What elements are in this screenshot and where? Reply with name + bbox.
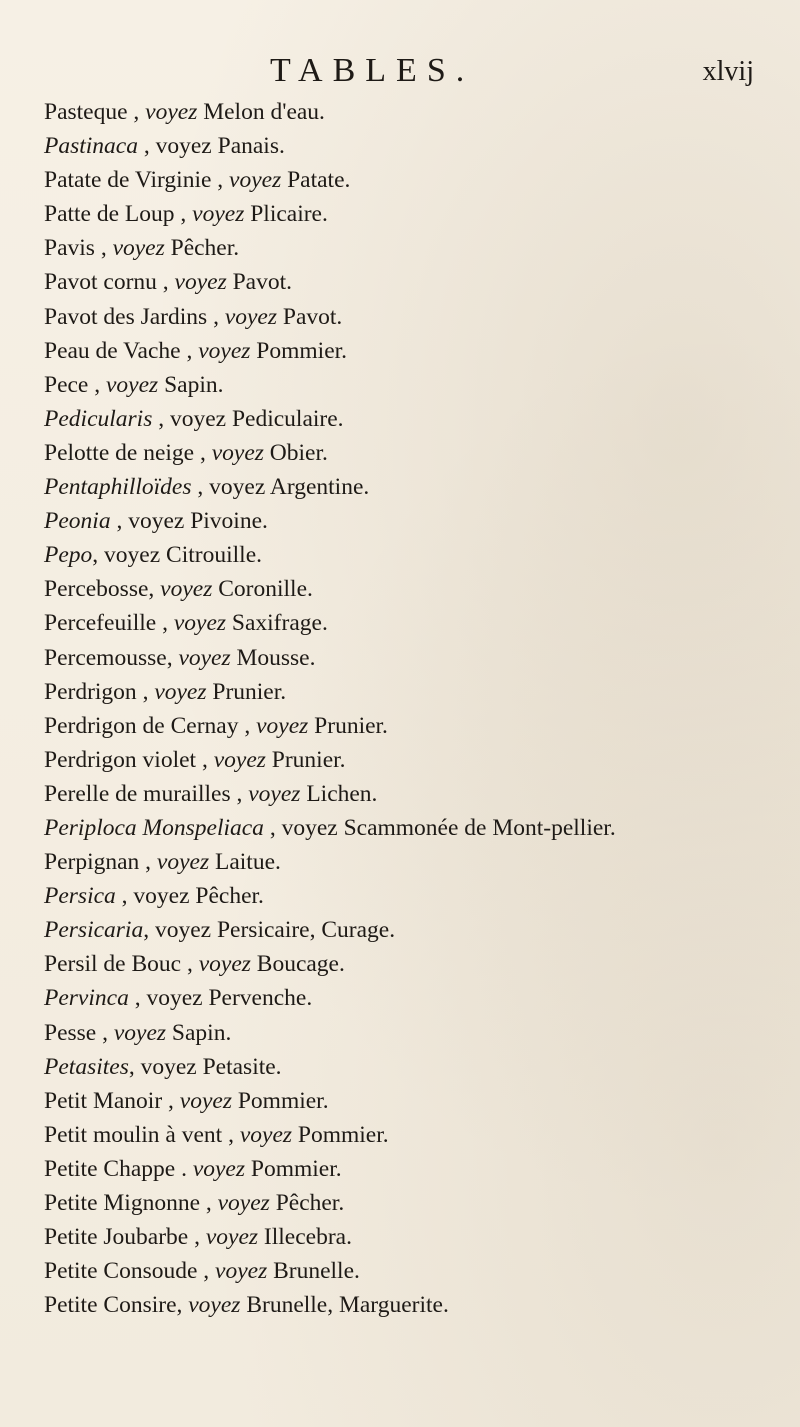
- entry-term: Pepo: [44, 542, 93, 569]
- index-entry: [44, 1016, 774, 1050]
- entry-separator: ,: [166, 644, 179, 671]
- index-entry: [44, 1254, 774, 1288]
- entry-target: Pêcher.: [269, 1190, 345, 1216]
- entry-target: Prunier.: [206, 678, 287, 705]
- entry-separator: ,: [197, 1258, 216, 1285]
- entry-target: Prunier.: [308, 712, 388, 739]
- entry-term: Perdrigon violet: [44, 746, 197, 773]
- index-entry: [44, 572, 774, 606]
- entry-separator: ,: [92, 542, 105, 569]
- entry-term: Pelotte de neige: [44, 439, 195, 466]
- entry-separator: ,: [263, 814, 282, 841]
- entry-see-reference: voyez: [160, 576, 213, 603]
- entry-see-reference: voyez: [112, 235, 165, 262]
- entry-separator: ,: [194, 439, 212, 466]
- entry-target: Prunier.: [265, 746, 346, 773]
- index-entry: [44, 334, 774, 368]
- entry-separator: ,: [136, 678, 155, 705]
- entry-separator: ,: [139, 849, 157, 876]
- entry-term: Petasites: [44, 1053, 129, 1080]
- entry-term: Percebosse: [44, 576, 149, 603]
- entry-term: Patte de Loup: [44, 201, 175, 228]
- entry-separator: ,: [96, 1019, 114, 1046]
- index-entry: [44, 538, 774, 572]
- entry-see-reference: voyez: [104, 542, 161, 569]
- index-entries: [44, 95, 774, 1322]
- entry-separator: ,: [115, 883, 134, 910]
- entry-target: Sapin.: [166, 1019, 232, 1046]
- entry-see-reference: voyez: [192, 201, 245, 228]
- entry-term: Pentaphilloïdes: [44, 474, 192, 501]
- entry-term: Petit Manoir: [44, 1087, 163, 1114]
- index-entry: [44, 879, 774, 913]
- page-title: TABLES.: [270, 52, 475, 89]
- entry-term: Petite Consoude: [44, 1258, 198, 1285]
- index-entry: [44, 95, 774, 129]
- entry-separator: ,: [207, 303, 225, 330]
- entry-target: Panais.: [211, 133, 285, 160]
- index-entry: [44, 1118, 774, 1152]
- entry-separator: ,: [211, 167, 230, 194]
- index-entry: [44, 606, 774, 640]
- entry-term: Pavot cornu: [44, 269, 157, 296]
- entry-target: Obier.: [263, 439, 328, 466]
- index-entry: [44, 1050, 774, 1084]
- entry-term: Perdrigon de Cernay: [44, 712, 239, 739]
- entry-target: Citrouille.: [160, 542, 262, 569]
- entry-term: Persicaria: [44, 917, 144, 944]
- entry-target: Argentine.: [265, 474, 370, 501]
- entry-separator: ,: [238, 712, 257, 739]
- index-entry: [44, 163, 774, 197]
- entry-target: Scammonée de Mont-pellier.: [337, 814, 616, 841]
- index-entry: [44, 743, 774, 777]
- entry-separator: ,: [191, 474, 210, 501]
- entry-see-reference: voyez: [217, 1190, 270, 1216]
- index-entry: [44, 709, 774, 743]
- entry-separator: ,: [128, 1053, 141, 1080]
- entry-see-reference: voyez: [256, 712, 309, 739]
- entry-target: Pavot.: [226, 269, 293, 296]
- entry-separator: ,: [162, 1087, 180, 1114]
- entry-target: Pavot.: [277, 303, 343, 330]
- index-entry: [44, 368, 774, 402]
- index-entry: [44, 981, 774, 1015]
- entry-separator: .: [175, 1155, 193, 1182]
- index-entry: [44, 504, 774, 538]
- entry-term: Percemousse: [44, 644, 167, 671]
- entry-target: Pediculaire.: [226, 405, 344, 432]
- entry-separator: ,: [200, 1190, 218, 1216]
- entry-see-reference: voyez: [146, 985, 203, 1012]
- entry-term: Perelle de murailles: [44, 780, 231, 807]
- index-entry: [44, 947, 774, 981]
- entry-separator: ,: [152, 405, 170, 432]
- index-entry: [44, 265, 774, 299]
- entry-target: Brunelle.: [267, 1258, 360, 1285]
- entry-term: Pavis: [44, 235, 95, 262]
- index-entry: [44, 641, 774, 675]
- entry-see-reference: voyez: [113, 1019, 167, 1046]
- entry-see-reference: voyez: [178, 644, 231, 671]
- entry-target: Brunelle, Marguerite.: [240, 1292, 449, 1319]
- entry-term: Persil de Bouc: [44, 951, 182, 978]
- entry-separator: ,: [148, 576, 161, 603]
- entry-see-reference: voyez: [205, 1224, 259, 1251]
- entry-separator: ,: [88, 371, 106, 398]
- entry-target: Pommier.: [292, 1121, 389, 1148]
- index-entry: [44, 402, 774, 436]
- entry-separator: ,: [180, 337, 199, 364]
- entry-term: Petite Joubarbe: [44, 1224, 189, 1251]
- entry-term: Petite Chappe: [44, 1155, 176, 1182]
- index-entry: [44, 1220, 774, 1254]
- entry-see-reference: voyez: [179, 1087, 232, 1114]
- entry-term: Periploca Monspeliaca: [44, 814, 264, 841]
- entry-see-reference: voyez: [154, 917, 212, 944]
- entry-see-reference: voyez: [215, 1258, 268, 1285]
- entry-see-reference: voyez: [169, 405, 227, 432]
- index-entry: [44, 845, 774, 879]
- entry-separator: ,: [156, 610, 174, 637]
- entry-separator: ,: [110, 508, 129, 535]
- entry-target: Laitue.: [209, 849, 281, 876]
- entry-see-reference: voyez: [198, 337, 251, 364]
- entry-target: Pervenche.: [202, 985, 313, 1012]
- entry-target: Patate.: [281, 167, 351, 194]
- entry-see-reference: voyez: [173, 610, 227, 637]
- entry-target: Sapin.: [158, 371, 224, 398]
- running-header: [0, 52, 800, 96]
- index-entry: [44, 1288, 774, 1322]
- entry-separator: ,: [128, 985, 147, 1012]
- entry-separator: ,: [230, 780, 249, 807]
- entry-see-reference: voyez: [174, 269, 227, 296]
- entry-separator: ,: [127, 99, 146, 125]
- entry-see-reference: voyez: [213, 746, 266, 773]
- entry-term: Perpignan: [44, 849, 140, 876]
- entry-target: Lichen.: [300, 780, 378, 807]
- index-entry: [44, 1084, 774, 1118]
- index-entry: [44, 811, 774, 845]
- entry-separator: ,: [174, 201, 193, 228]
- entry-target: Boucage.: [250, 951, 345, 978]
- entry-see-reference: voyez: [106, 371, 159, 398]
- entry-target: Saxifrage.: [226, 610, 328, 637]
- entry-term: Pastinaca: [44, 133, 138, 160]
- entry-see-reference: voyez: [209, 474, 266, 501]
- entry-term: Persica: [44, 883, 116, 910]
- entry-term: Petite Mignonne: [44, 1190, 200, 1216]
- entry-separator: ,: [156, 269, 175, 296]
- entry-separator: ,: [176, 1292, 189, 1319]
- entry-separator: ,: [138, 133, 156, 160]
- entry-see-reference: voyez: [156, 849, 210, 876]
- entry-separator: ,: [196, 746, 214, 773]
- entry-term: Peonia: [44, 508, 111, 535]
- entry-separator: ,: [188, 1224, 206, 1251]
- entry-term: Pece: [44, 371, 89, 398]
- entry-term: Patate de Virginie: [44, 167, 212, 194]
- entry-target: Plicaire.: [244, 201, 328, 228]
- entry-target: Pêcher.: [189, 883, 264, 910]
- entry-see-reference: voyez: [154, 678, 207, 705]
- entry-see-reference: voyez: [128, 508, 185, 535]
- entry-separator: ,: [94, 235, 113, 262]
- entry-target: Pivoine.: [184, 508, 268, 535]
- entry-see-reference: voyez: [140, 1053, 197, 1080]
- entry-term: Pasteque: [44, 99, 128, 125]
- entry-target: Pêcher.: [164, 235, 240, 262]
- index-entry: [44, 436, 774, 470]
- entry-term: Pesse: [44, 1019, 97, 1046]
- index-entry: [44, 300, 774, 334]
- entry-see-reference: voyez: [133, 883, 190, 910]
- entry-term: Petite Consire: [44, 1292, 177, 1319]
- entry-term: Petit moulin à vent: [44, 1121, 223, 1148]
- entry-term: Pervinca: [44, 985, 129, 1012]
- entry-see-reference: voyez: [155, 133, 212, 160]
- entry-see-reference: voyez: [188, 1292, 241, 1319]
- entry-target: Pommier.: [250, 337, 348, 364]
- entry-target: Melon d'eau.: [197, 99, 325, 125]
- entry-see-reference: voyez: [211, 439, 264, 466]
- entry-target: Petasite.: [196, 1053, 282, 1080]
- index-entry: [44, 1186, 774, 1220]
- entry-term: Pedicularis: [44, 405, 153, 432]
- entry-target: Mousse.: [230, 644, 316, 671]
- entry-term: Peau de Vache: [44, 337, 181, 364]
- page-number: xlvij: [702, 56, 754, 87]
- entry-see-reference: voyez: [239, 1121, 293, 1148]
- entry-target: Pommier.: [231, 1087, 329, 1114]
- index-entry: [44, 675, 774, 709]
- entry-see-reference: voyez: [248, 780, 301, 807]
- index-entry: [44, 913, 774, 947]
- index-entry: [44, 197, 774, 231]
- entry-see-reference: voyez: [198, 951, 251, 978]
- entry-target: Illecebra.: [258, 1224, 352, 1251]
- entry-separator: ,: [181, 951, 199, 978]
- entry-term: Percefeuille: [44, 610, 157, 637]
- entry-see-reference: voyez: [145, 99, 198, 125]
- index-entry: [44, 129, 774, 163]
- index-entry: [44, 470, 774, 504]
- entry-term: Pavot des Jardins: [44, 303, 208, 330]
- entry-see-reference: voyez: [229, 167, 282, 194]
- entry-separator: ,: [222, 1121, 240, 1148]
- entry-target: Pommier.: [245, 1155, 342, 1182]
- index-entry: [44, 231, 774, 265]
- entry-see-reference: voyez: [192, 1155, 245, 1182]
- entry-term: Perdrigon: [44, 678, 137, 705]
- entry-separator: ,: [143, 917, 155, 944]
- entry-target: Persicaire, Curage.: [211, 917, 396, 944]
- entry-see-reference: voyez: [224, 303, 277, 330]
- index-entry: [44, 777, 774, 811]
- entry-target: Coronille.: [212, 576, 313, 603]
- index-entry: [44, 1152, 774, 1186]
- entry-see-reference: voyez: [281, 814, 338, 841]
